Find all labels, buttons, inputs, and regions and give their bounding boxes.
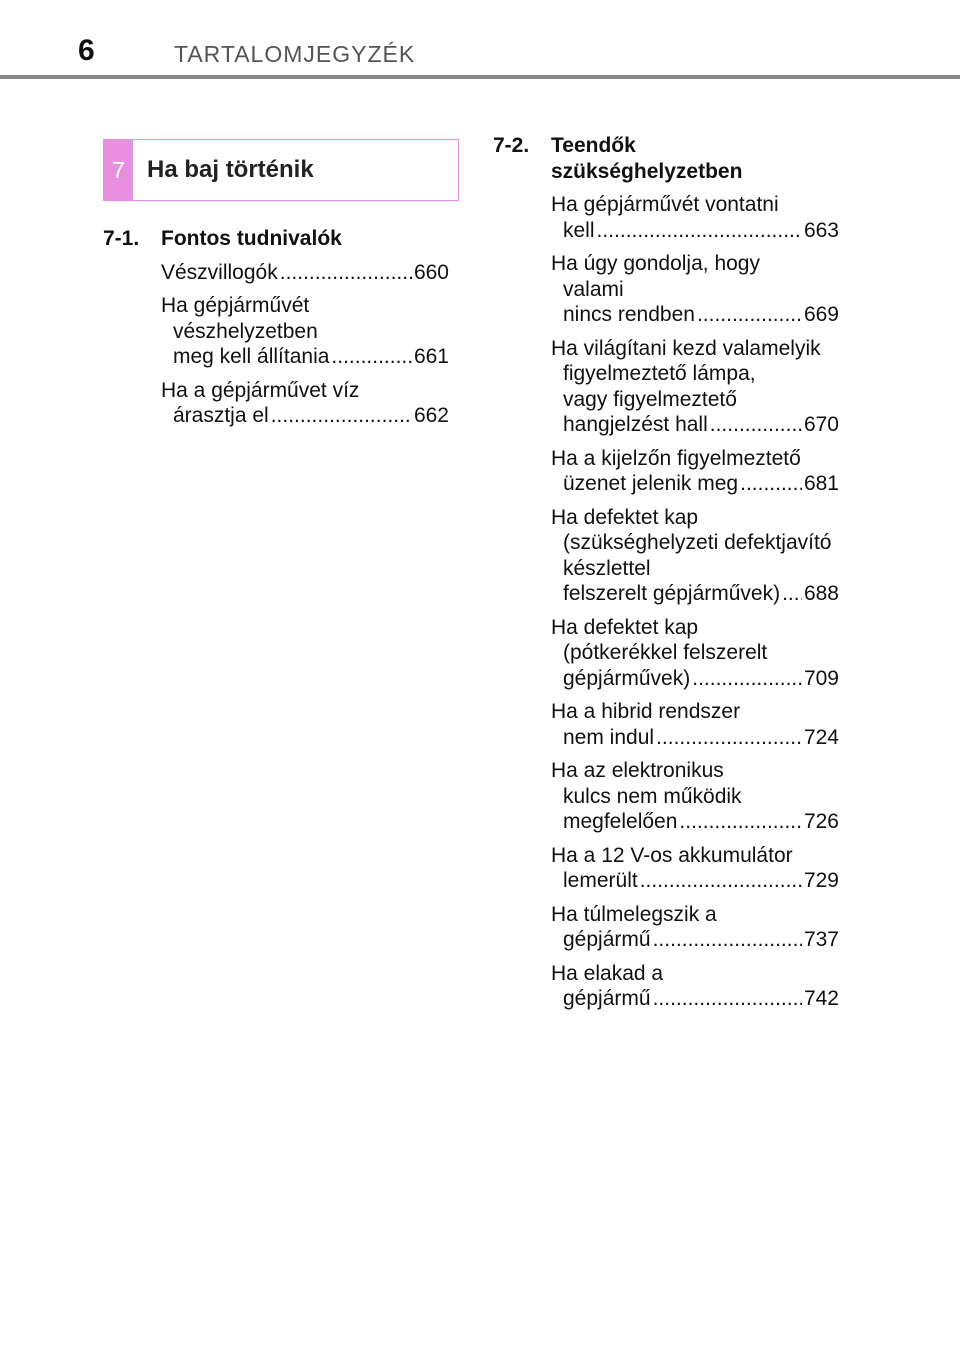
toc-entry[interactable] [161,293,449,370]
toc-entry-text: megfelelően [563,810,678,833]
toc-entry-line [551,471,839,497]
dot-leader [697,302,802,328]
toc-entry-line [551,725,839,751]
toc-entry-line [551,302,839,328]
toc-entry-text: kulcs nem működik [563,784,742,808]
page-reference[interactable]: 660 [413,260,449,284]
chapter-number-tab: 7 [104,140,133,200]
toc-entry-line [551,581,839,607]
toc-entry-text: nincs rendben [563,303,695,326]
section-title-line: Fontos tudnivalók [161,227,342,250]
toc-entry-line [551,758,839,784]
page-reference[interactable]: 742 [803,987,839,1010]
page-reference[interactable]: 681 [803,472,839,495]
dot-leader [740,471,802,497]
dot-leader [710,412,802,438]
toc-entry-line [551,784,839,810]
section-title [551,133,742,184]
toc-entry-text: Ha a gépjárművet víz [161,378,360,402]
toc-entry[interactable] [161,260,449,286]
toc-entry-text: hangjelzést hall [563,413,708,436]
toc-entry[interactable] [551,446,839,497]
toc-entry[interactable] [551,615,839,692]
toc-entry-line [551,986,839,1012]
section-number: 7-1. [103,227,140,250]
toc-entry-line [551,277,839,303]
toc-entry-text: valami [563,277,624,301]
toc-entry-text: gépjárművek) [563,666,691,690]
dot-leader [597,218,802,244]
page-reference[interactable]: 726 [803,810,839,833]
page-reference[interactable]: 662 [413,404,449,427]
toc-entry-text: Ha a 12 V-os akkumulátor [551,843,793,867]
running-title: TARTALOMJEGYZÉK [174,41,416,67]
dot-leader [782,581,802,607]
toc-entry[interactable] [551,505,839,607]
toc-entry-line [551,640,839,666]
toc-entry-line [551,868,839,894]
toc-entry-text: Ha az elektronikus [551,759,724,782]
page-reference[interactable]: 724 [803,725,839,749]
toc-entry-text: gépjármű [563,987,651,1010]
toc-entry-text: készlettel [563,556,651,580]
toc-entry-line [551,927,839,953]
toc-entry-line [551,336,839,362]
page-reference[interactable]: 669 [803,303,839,326]
toc-entry-text: Ha úgy gondolja, hogy [551,252,760,275]
dot-leader [656,725,802,751]
dot-leader [692,666,802,692]
page-header [0,0,960,80]
toc-entry-line [551,615,839,641]
toc-entry-text: (pótkerékkel felszerelt [563,641,768,664]
toc-entry-line [551,809,839,835]
page-reference[interactable]: 709 [803,666,839,690]
page-reference[interactable]: 688 [803,582,839,605]
toc-entry-text: kell [563,218,595,242]
toc-entry-line [551,251,839,277]
toc-entry-line [161,260,449,286]
toc-entry-line [551,556,839,582]
page-reference[interactable]: 661 [413,345,449,368]
page-reference[interactable]: 729 [803,869,839,892]
header-divider [0,75,960,79]
toc-entry-line [161,293,449,319]
toc-entry-line [551,843,839,869]
dot-leader [640,868,802,894]
toc-entry-text: meg kell állítania [173,345,330,368]
section-title-line: szükséghelyzetben [551,159,743,183]
page-reference[interactable]: 737 [803,928,839,951]
toc-entry[interactable] [161,378,449,429]
toc-entry[interactable] [551,251,839,328]
page-reference[interactable]: 670 [803,413,839,436]
toc-entry-line [551,192,839,218]
section-heading [493,133,839,184]
toc-entry-text: (szükséghelyzeti defektjavító [563,531,832,554]
toc-entry-text: gépjármű [563,928,651,951]
toc-entry-list [161,260,449,429]
dot-leader [271,403,412,429]
section-heading [103,226,449,252]
toc-entry-text: Ha a hibrid rendszer [551,700,741,723]
toc-entry-list [551,192,839,1012]
toc-entry-text: Ha gépjárművét vontatni [551,193,779,216]
dot-leader [653,927,802,953]
toc-entry-line [161,319,449,345]
toc-entry-text: Ha defektet kap [551,505,699,529]
toc-entry-text: Ha defektet kap [551,615,699,639]
toc-entry-line [551,387,839,413]
toc-entry-line [161,344,449,370]
toc-entry-line [551,902,839,928]
toc-entry-text: Ha a kijelzőn figyelmeztető [551,446,801,470]
toc-entry-text: lemerült [563,869,638,892]
dot-leader [280,260,412,286]
toc-entry-text: Ha gépjárművét [161,294,310,317]
toc-entry-text: nem indul [563,725,655,749]
toc-entry-text: Ha elakad a [551,961,664,985]
toc-entry[interactable] [551,961,839,1012]
page-reference[interactable]: 663 [803,218,839,242]
toc-entry[interactable] [551,758,839,835]
toc-entry-line [551,361,839,387]
toc-entry-line [161,378,449,404]
dot-leader [653,986,802,1012]
toc-entry-line [161,403,449,429]
toc-entry[interactable] [551,902,839,953]
toc-entry-text: vagy figyelmeztető [563,387,737,411]
toc-entry[interactable] [551,843,839,894]
chapter-heading-box [103,139,459,201]
toc-entry[interactable] [551,336,839,438]
toc-entry-text: Vészvillogók [161,260,278,284]
toc-entry[interactable] [551,699,839,750]
page-number: 6 [78,34,95,67]
dot-leader [331,344,412,370]
toc-entry-line [551,699,839,725]
toc-entry-line [551,412,839,438]
toc-entry-text: felszerelt gépjárművek) [563,582,781,605]
toc-section-7-1 [103,226,449,429]
toc-entry-text: Ha túlmelegszik a [551,902,717,926]
toc-entry-text: figyelmeztető lámpa, [563,362,756,385]
toc-entry-line [551,218,839,244]
toc-entry-line [551,505,839,531]
chapter-title: Ha baj történik [147,156,314,183]
toc-entry[interactable] [551,192,839,243]
toc-entry-line [551,446,839,472]
toc-entry-text: vészhelyzetben [173,319,318,343]
toc-entry-text: Ha világítani kezd valamelyik [551,336,821,360]
toc-entry-text: üzenet jelenik meg [563,472,739,495]
section-number: 7-2. [493,134,530,157]
section-title [161,226,342,252]
toc-entry-line [551,666,839,692]
toc-entry-text: árasztja el [173,404,269,427]
toc-section-7-2 [493,133,839,1012]
toc-entry-line [551,530,839,556]
dot-leader [679,809,802,835]
toc-entry-line [551,961,839,987]
section-title-line: Teendők [551,134,636,157]
